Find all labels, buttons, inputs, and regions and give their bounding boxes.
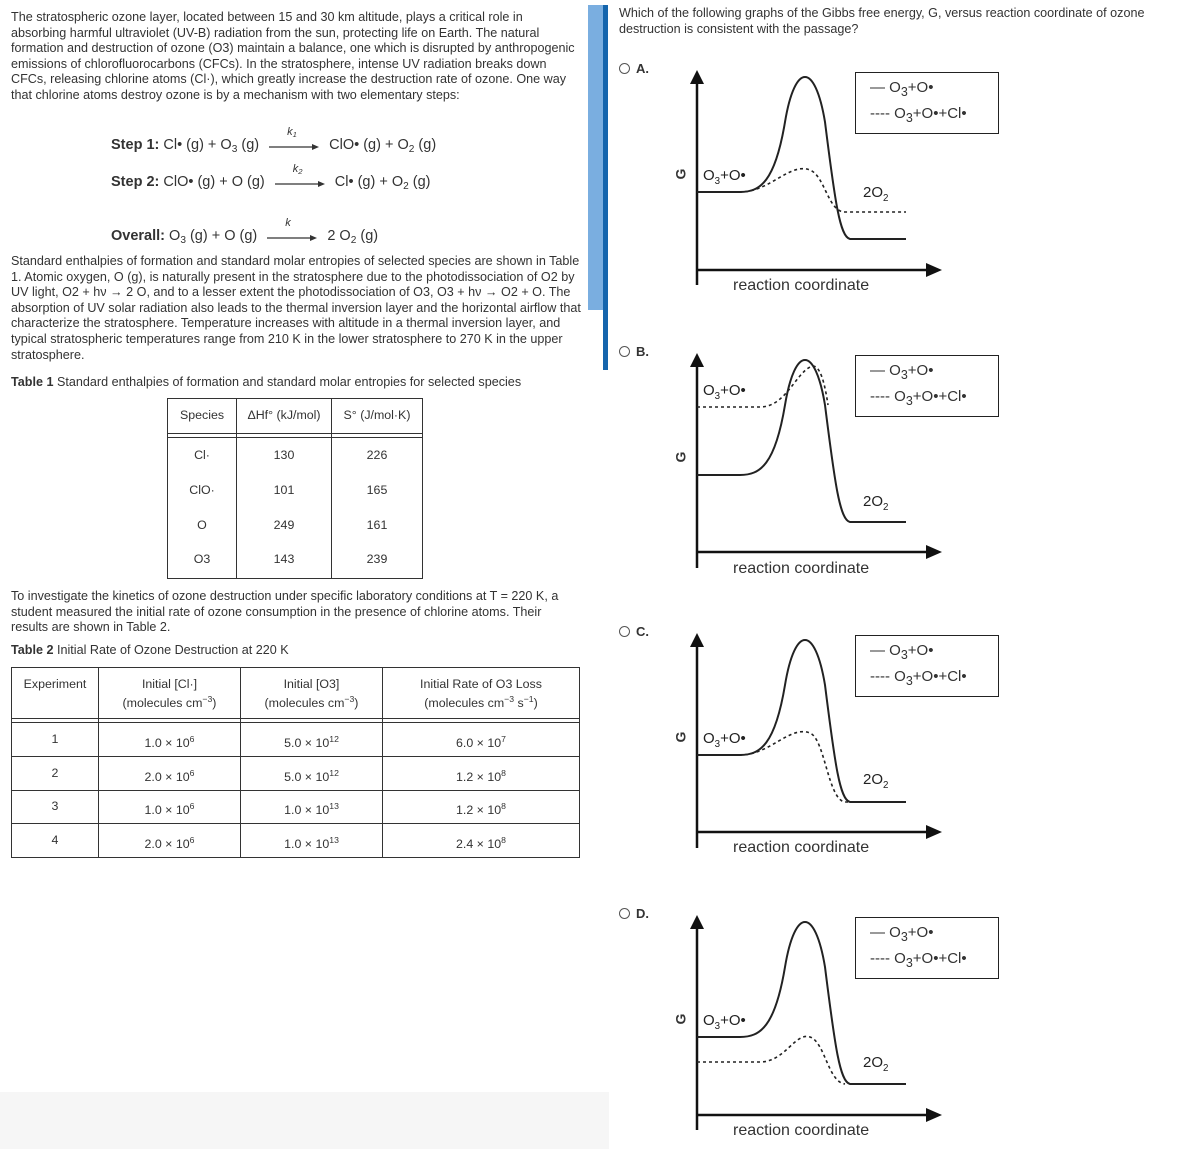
graph-d-legend: — $O_3+O•$ ---- $O_3+O•+Cl•$ — [855, 917, 999, 979]
graph-b-y-label: G — [672, 451, 689, 463]
table-2-cell: $5.0 \times 10^{12}$ — [284, 768, 339, 784]
table-1-cell: 239 — [366, 552, 388, 566]
table-1-cell: 249 — [273, 518, 295, 532]
graph-d-reactant-label: $O_3+O•$ — [703, 1012, 746, 1032]
graph-c — [660, 625, 1005, 885]
option-b-radio[interactable] — [619, 346, 630, 357]
question-text: Which of the following graphs of the Gibbs free energy, G, versus reaction coordinate of ozone destruction is consistent with the passage? — [619, 6, 1145, 36]
option-d[interactable]: D. — [619, 906, 649, 921]
table-2-cell: 2 — [51, 766, 59, 780]
step-1-equation: Step 1: Cl• $(g) + O_3$ (g) $k_1$ ClO• $(g) + O_2$ (g) — [111, 126, 437, 155]
option-c-radio[interactable] — [619, 626, 630, 637]
table-2-header-cl: Initial [Cl·] (molecules $cm^{-3}$) — [122, 677, 217, 710]
step-1-arrow: $k_1$ — [269, 138, 319, 152]
table-2-cell: $2.4 \times 10^8$ — [456, 835, 506, 851]
passage-intro: The stratospheric ozone layer, located between 15 and 30 km altitude, plays a critical role in absorbing harmful ultraviolet (UV-B) radiation from the sun, protecting life on Earth. The natural formation and destruction of ozone (O3) maintain a balance, one which is disrupted by anthropogenic emissions of chlorofluorocarbons (CFCs). In the stratosphere, intense UV radiation breaks down CFCs, releasing chlorine atoms (Cl·), which greatly increase the destruction rate of ozone. One way that chlorine atoms destroy ozone is by a mechanism with two elementary steps: — [11, 10, 575, 102]
graph-a — [660, 62, 1005, 322]
table-2-cell: $1.2 \times 10^8$ — [456, 801, 506, 817]
passage-pane[interactable] — [0, 0, 588, 1149]
table-2-header-experiment: Experiment — [23, 677, 87, 691]
table-2-header-rate: Initial Rate of O3 Loss (molecules $cm^{-3}$ $s^{-1}$) — [420, 677, 542, 710]
step-2-arrow: $k_2$ — [275, 175, 325, 189]
graph-c-legend: — $O_3+O•$ ---- $O_3+O•+Cl•$ — [855, 635, 999, 697]
table-2-cell: $1.0 \times 10^{13}$ — [284, 801, 339, 817]
table-2-cell: $2.0 \times 10^6$ — [144, 768, 195, 784]
table-2-cell: 1 — [51, 732, 59, 746]
table-1-cell: 161 — [366, 518, 388, 532]
table-1-cell: Cl· — [194, 448, 210, 462]
graph-a-y-label: G — [672, 168, 689, 180]
graph-a-x-label: reaction coordinate — [733, 277, 870, 294]
passage-paragraph-2: Standard enthalpies of formation and standard molar entropies of selected species are shown in Table 1. Atomic oxygen, O (g), is naturally present in the stratosphere due to the photodissociation of O2 by UV light, O2 + hν → 2 O, and to a lesser extent the photodissociation of O3, O3 + hν → O2 + O. The absorption of UV solar radiation also leads to the thermal inversion layer and the horizontal airflow that characterize the stratosphere. Temperature increases with altitude in a thermal inversion layer, and typical stratospheric temperatures range from 210 K in the lower stratosphere to 270 K in the upper stratosphere. — [11, 254, 581, 362]
graph-c-reactant-label: $O_3+O•$ — [703, 730, 746, 750]
table-2-cell: $6.0 \times 10^7$ — [456, 734, 506, 750]
table-1-cell: 165 — [366, 483, 388, 497]
graph-d-product-label: $2O_2$ — [863, 1054, 889, 1074]
table-2-cell: $2.0 \times 10^6$ — [144, 835, 195, 851]
table-2-cell: $1.2 \times 10^8$ — [456, 768, 506, 784]
graph-b — [660, 345, 1005, 605]
option-b[interactable]: B. — [619, 344, 649, 359]
table-2-cell: 3 — [51, 799, 59, 813]
passage-scrollbar-thumb[interactable] — [588, 5, 603, 310]
option-c[interactable]: C. — [619, 624, 649, 639]
table-2-header-o3: Initial [O3] (molecules $cm^{-3}$) — [264, 677, 359, 710]
graph-b-reactant-label: $O_3+O•$ — [703, 382, 746, 402]
table-2-cell: 4 — [51, 833, 59, 847]
table-2-caption: Table 2 Initial Rate of Ozone Destruction at 220 K — [11, 643, 289, 657]
graph-c-x-label: reaction coordinate — [733, 839, 870, 856]
table-1-cell: ClO· — [189, 483, 215, 497]
passage-paragraph-3: To investigate the kinetics of ozone destruction under specific laboratory conditions at T = 220 K, a student measured the initial rate of ozone consumption in the presence of chlorine atoms. Their results are shown in Table 2. — [11, 589, 559, 635]
table-1-cell: 101 — [273, 483, 295, 497]
overall-equation: Overall: $O_3$ (g) + O (g) k 2 $O_2$ (g) — [111, 217, 379, 246]
graph-a-legend: — $O_3+O•$ ---- $O_3+O•+Cl•$ — [855, 72, 999, 134]
graph-d-x-label: reaction coordinate — [733, 1122, 870, 1139]
overall-arrow: k — [267, 229, 317, 243]
graph-a-reactant-label: $O_3+O•$ — [703, 167, 746, 187]
option-a[interactable]: A. — [619, 61, 649, 76]
pane-divider[interactable] — [603, 5, 608, 370]
passage-footer-area — [0, 1092, 609, 1149]
graph-c-product-label: $2O_2$ — [863, 771, 889, 791]
graph-d — [660, 907, 1005, 1149]
graph-b-product-label: $2O_2$ — [863, 493, 889, 513]
table-1-header-species: Species — [179, 408, 225, 422]
table-2-cell: $5.0 \times 10^{12}$ — [284, 734, 339, 750]
graph-c-y-label: G — [672, 731, 689, 743]
graph-a-product-label: $2O_2$ — [863, 184, 889, 204]
graph-b-legend: — $O_3+O•$ ---- $O_3+O•+Cl•$ — [855, 355, 999, 417]
table-1-cell: O — [197, 518, 207, 532]
table-2-cell: $1.0 \times 10^{13}$ — [284, 835, 339, 851]
table-2-cell: $1.0 \times 10^6$ — [144, 734, 195, 750]
graph-d-y-label: G — [672, 1013, 689, 1025]
option-a-radio[interactable] — [619, 63, 630, 74]
graph-b-x-label: reaction coordinate — [733, 560, 870, 577]
table-2-cell: $1.0 \times 10^6$ — [144, 801, 195, 817]
step-2-equation: Step 2: ClO• (g) + O (g) $k_2$ Cl• $(g) + O_2$ (g) — [111, 163, 431, 192]
table-1-cell: 143 — [273, 552, 295, 566]
table-1-header-entropy: S° (J/mol·K) — [343, 408, 411, 422]
table-1-cell: O3 — [193, 552, 211, 566]
table-1-header-enthalpy: ΔHf° (kJ/mol) — [247, 408, 321, 422]
table-1-caption: Table 1 Standard enthalpies of formation and standard molar entropies for selected species — [11, 375, 522, 389]
option-d-radio[interactable] — [619, 908, 630, 919]
table-1-cell: 226 — [366, 448, 388, 462]
table-1-cell: 130 — [273, 448, 295, 462]
